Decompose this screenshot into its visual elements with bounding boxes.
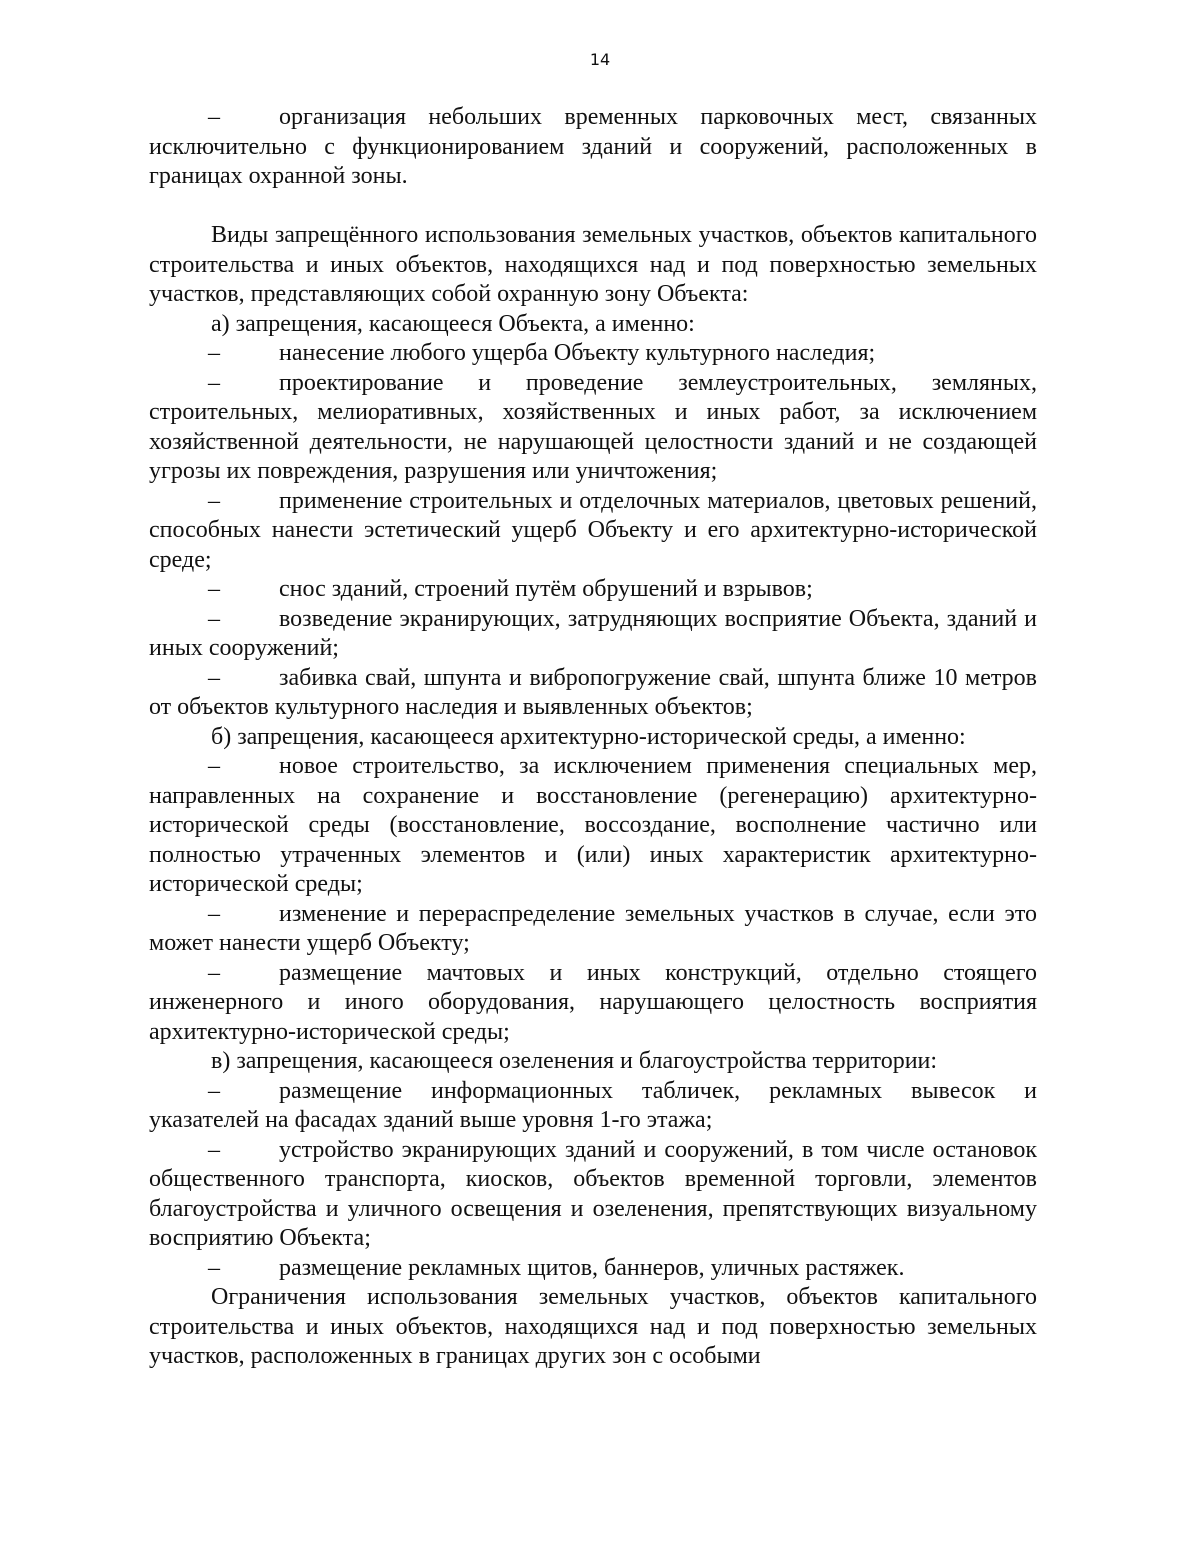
list-item <box>149 339 1037 369</box>
dash-marker: – <box>208 1136 220 1163</box>
page-number: 14 <box>589 50 611 69</box>
list-item <box>149 605 1037 664</box>
list-item <box>149 959 1037 1048</box>
document-body <box>149 103 1037 1372</box>
dash-marker: – <box>208 664 220 691</box>
list-item <box>149 487 1037 576</box>
dash-marker: – <box>208 605 220 632</box>
list-item-text: нанесение любого ущерба Объекту культурного наследия; <box>279 340 876 366</box>
list-item <box>149 369 1037 487</box>
dash-marker: – <box>208 576 220 602</box>
dash-marker: – <box>208 487 220 514</box>
list-item-text: организация небольших временных парковочных мест, связанных исключительно с функционированием зданий и сооружений, расположенных в границах охранной зоны. <box>149 104 1037 189</box>
list-item-text: снос зданий, строений путём обрушений и взрывов; <box>279 576 813 602</box>
list-item <box>149 900 1037 959</box>
list-item-text: новое строительство, за исключением применения специальных мер, направленных на сохранение и восстановление (регенерацию) архитектурно-исторической среды (восстановление, воссоздание, восполнение частично или полностью утраченных элементов и (или) иных характеристик архитектурно-исторической среды; <box>149 753 1037 897</box>
subsection-heading-a: а) запрещения, касающееся Объекта, а именно: <box>211 310 695 337</box>
subsection-heading-v: в) запрещения, касающееся озеленения и благоустройства территории: <box>211 1048 938 1074</box>
list-item <box>149 1136 1037 1254</box>
list-item <box>149 752 1037 900</box>
list-item <box>149 664 1037 723</box>
dash-marker: – <box>208 900 220 927</box>
dash-marker: – <box>208 1077 220 1104</box>
list-item <box>149 103 1037 192</box>
list-item-text: размещение мачтовых и иных конструкций, отдельно стоящего инженерного и иного оборудования, нарушающего целостность восприятия архитектурно-исторической среды; <box>149 959 1037 1045</box>
dash-marker: – <box>208 1254 220 1281</box>
list-item-text: возведение экранирующих, затрудняющих восприятие Объекта, зданий и иных сооружений; <box>149 605 1037 661</box>
list-item-text: размещение информационных табличек, рекламных вывесок и указателей на фасадах зданий выше уровня 1-го этажа; <box>149 1077 1037 1133</box>
dash-marker: – <box>208 104 220 130</box>
list-item <box>149 1077 1037 1136</box>
list-item-text: применение строительных и отделочных материалов, цветовых решений, способных нанести эстетический ущерб Объекту и его архитектурно-исторической среде; <box>149 487 1037 573</box>
subsection-heading-b: б) запрещения, касающееся архитектурно-исторической среды, а именно: <box>211 723 966 750</box>
list-item-text: забивка свай, шпунта и вибропогружение свай, шпунта ближе 10 метров от объектов культурного наследия и выявленных объектов; <box>149 664 1037 720</box>
dash-marker: – <box>208 959 220 986</box>
list-item-text: размещение рекламных щитов, баннеров, уличных растяжек. <box>279 1254 905 1281</box>
section-intro-paragraph: Виды запрещённого использования земельных участков, объектов капитального строительства и иных объектов, находящихся над и под поверхностью земельных участков, представляющих собой охранную зону Объекта: <box>149 222 1037 307</box>
dash-marker: – <box>208 340 220 366</box>
list-item-text: изменение и перераспределение земельных участков в случае, если это может нанести ущерб Объекту; <box>149 900 1037 956</box>
dash-marker: – <box>208 369 220 396</box>
list-item-text: проектирование и проведение землеустроительных, земляных, строительных, мелиоративных, хозяйственных и иных работ, за исключением хозяйственной деятельности, не нарушающей целостности зданий и не создающей угрозы их повреждения, разрушения или уничтожения; <box>149 369 1037 484</box>
restrictions-paragraph: Ограничения использования земельных участков, объектов капитального строительства и иных объектов, находящихся над и под поверхностью земельных участков, расположенных в границах других зон с особыми <box>149 1284 1037 1369</box>
dash-marker: – <box>208 753 220 779</box>
list-item-text: устройство экранирующих зданий и сооружений, в том числе остановок общественного транспорта, киосков, объектов временной торговли, элементов благоустройства и уличного освещения и озеленения, препятствующих визуальному восприятию Объекта; <box>149 1136 1037 1251</box>
list-item <box>149 1254 1037 1284</box>
list-item <box>149 575 1037 605</box>
